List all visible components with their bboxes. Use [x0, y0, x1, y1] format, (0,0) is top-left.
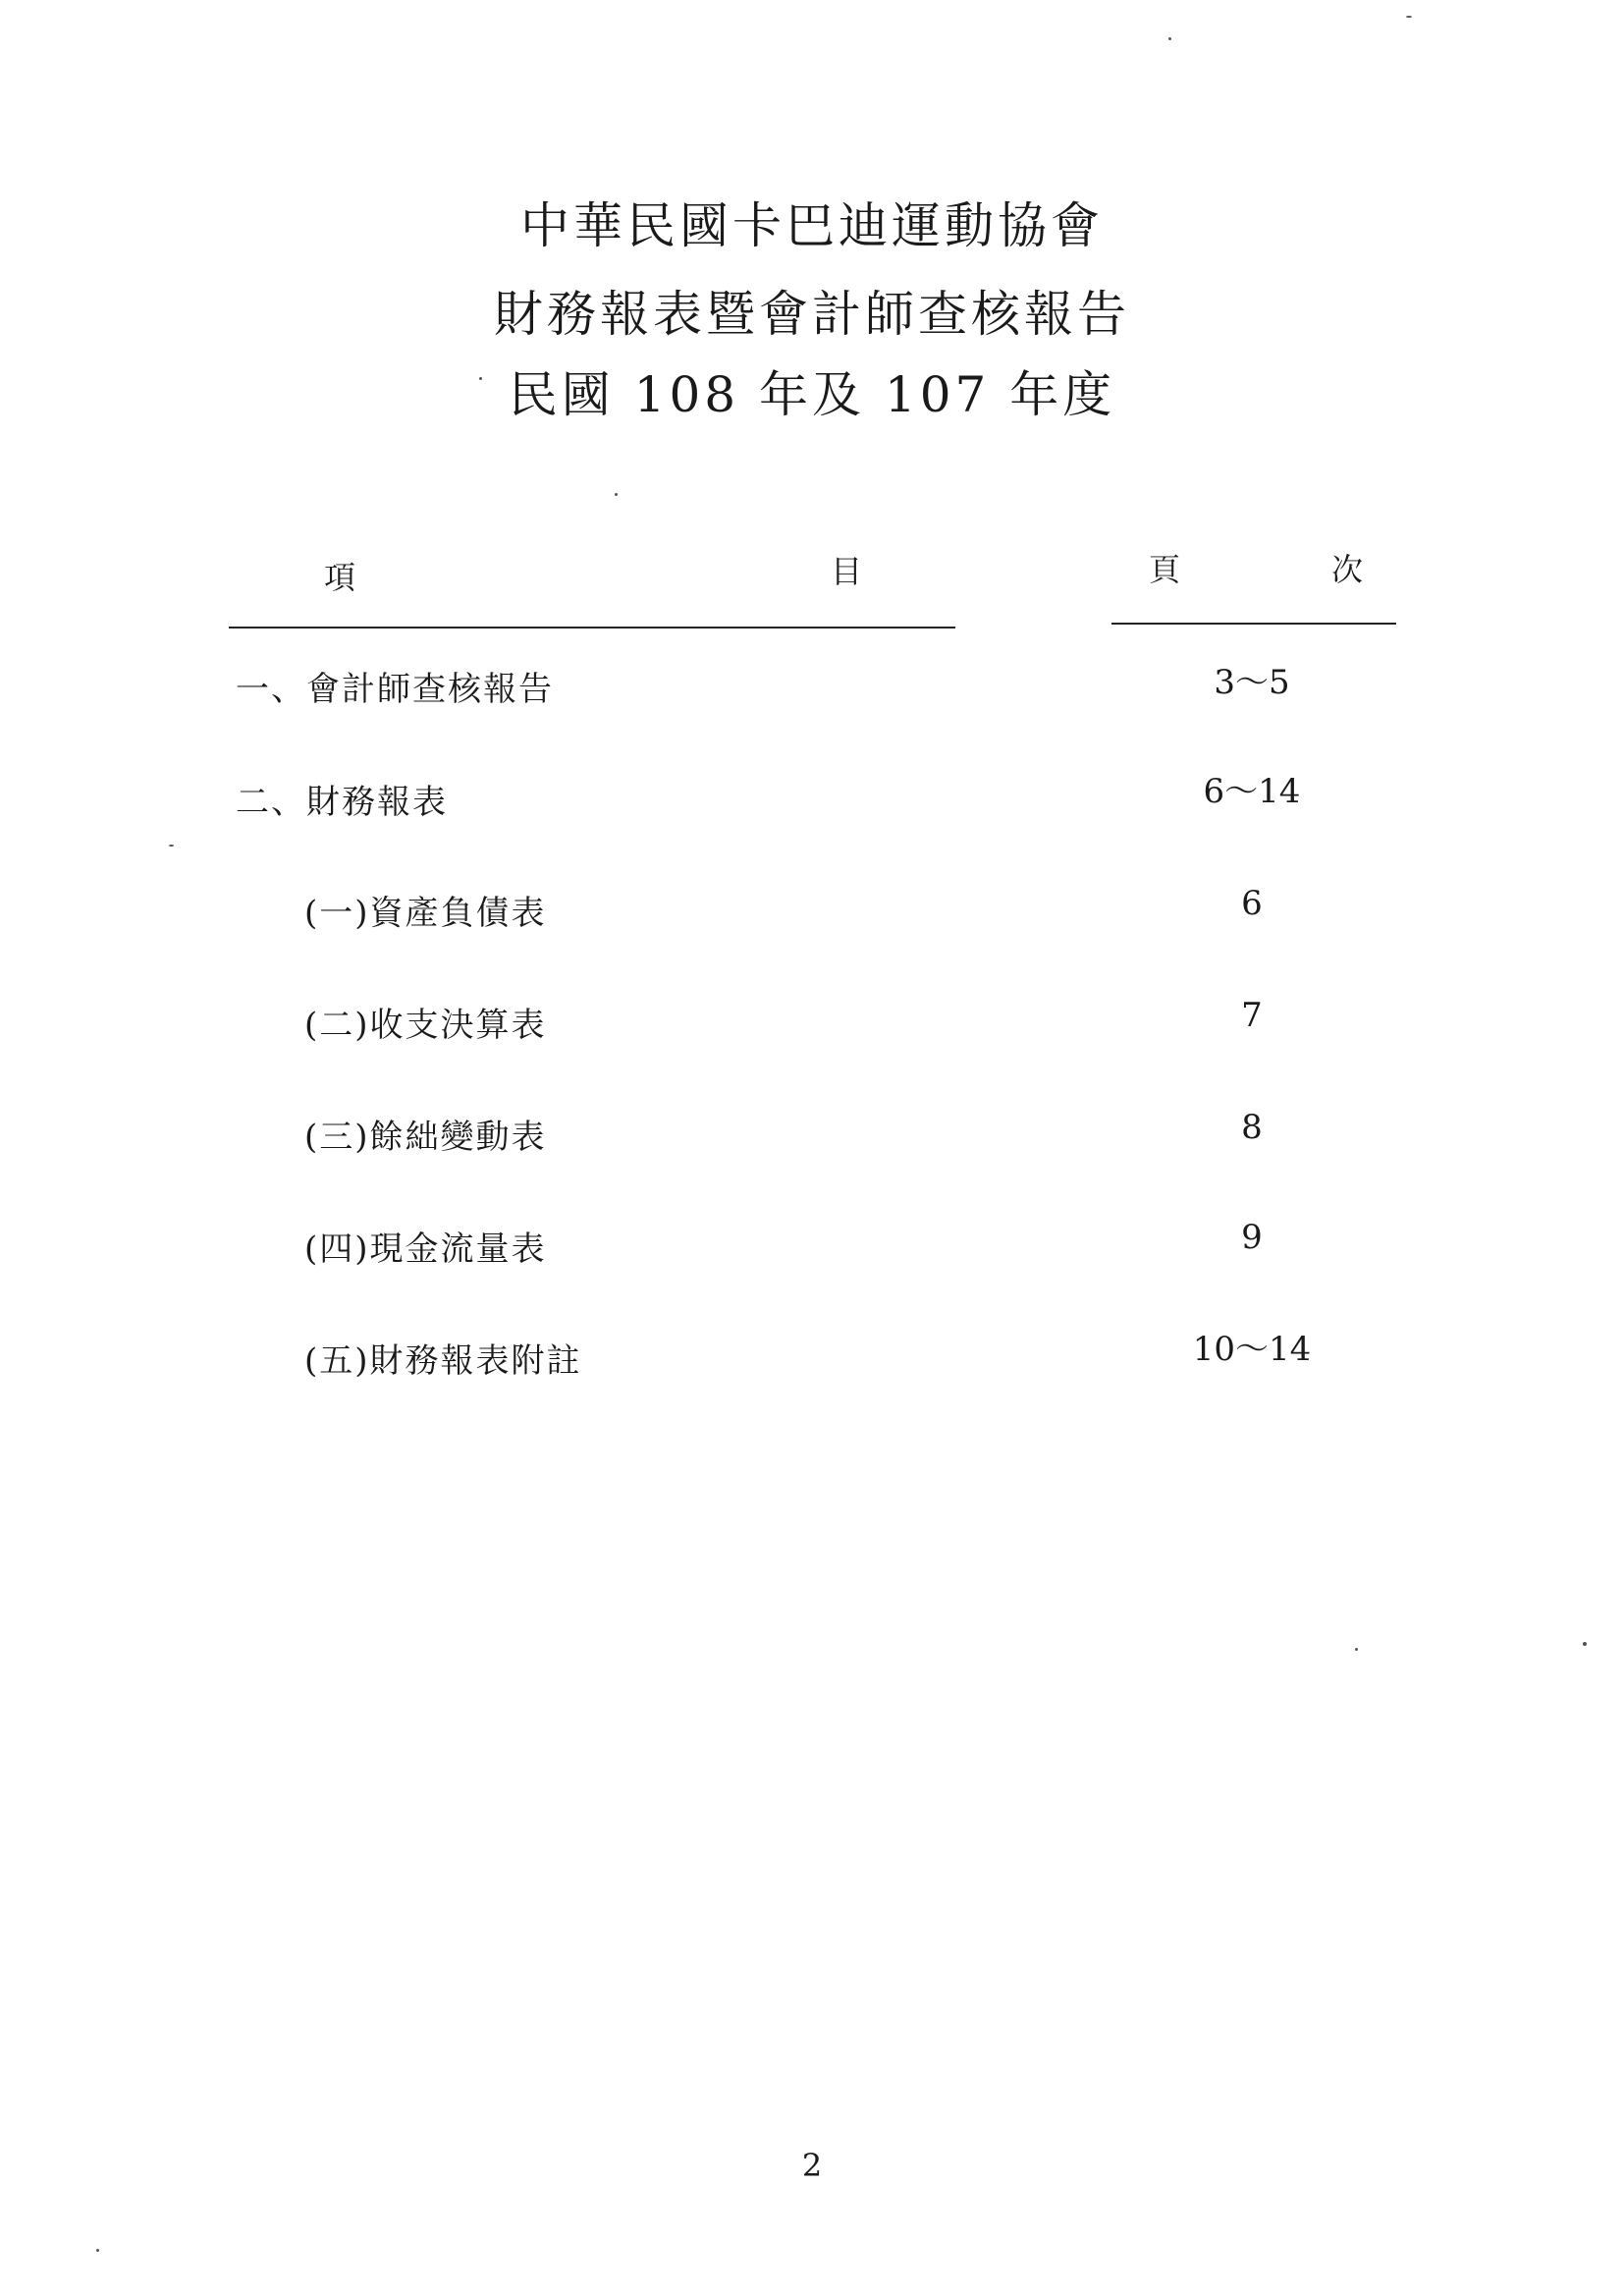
toc-row-label: (二)收支決算表: [304, 1006, 547, 1045]
header-item-left: 項: [324, 559, 356, 596]
scan-speck: [1583, 1642, 1587, 1646]
toc-row-page: 3～5: [1214, 663, 1290, 702]
toc-row-page: 7: [1241, 996, 1263, 1035]
toc-row-page: 9: [1241, 1218, 1263, 1257]
toc-row-label: 二、財務報表: [236, 783, 448, 822]
toc-row-label: (一)資產負債表: [304, 894, 547, 933]
header-rule-items: [229, 627, 955, 629]
scan-speck: [96, 2249, 99, 2252]
scan-speck: [1406, 16, 1412, 18]
title-line-report: 財務報表暨會計師查核報告: [494, 286, 1130, 343]
toc-row-page: 10～14: [1192, 1330, 1312, 1369]
toc-row-page: 6: [1241, 884, 1263, 923]
scan-speck: [169, 845, 174, 847]
header-page-left: 頁: [1149, 551, 1181, 588]
toc-row-label: (四)現金流量表: [304, 1230, 547, 1269]
title-line-organization: 中華民國卡巴迪運動協會: [520, 197, 1104, 254]
header-rule-pages: [1111, 623, 1396, 625]
scan-speck: [1355, 1648, 1358, 1651]
header-page-right: 次: [1331, 551, 1364, 588]
scan-speck: [479, 377, 482, 380]
header-item-right: 目: [831, 553, 863, 590]
toc-row-label: 一、會計師查核報告: [236, 670, 554, 709]
toc-row-label: (五)財務報表附註: [304, 1341, 582, 1381]
scan-speck: [615, 493, 618, 496]
toc-row-label: (三)餘絀變動表: [304, 1118, 547, 1157]
scan-speck: [1168, 37, 1171, 40]
page-number: 2: [801, 2147, 823, 2184]
title-line-period: 民國 108 年及 107 年度: [508, 366, 1116, 423]
toc-row-page: 8: [1241, 1108, 1263, 1147]
toc-row-page: 6～14: [1203, 772, 1301, 811]
